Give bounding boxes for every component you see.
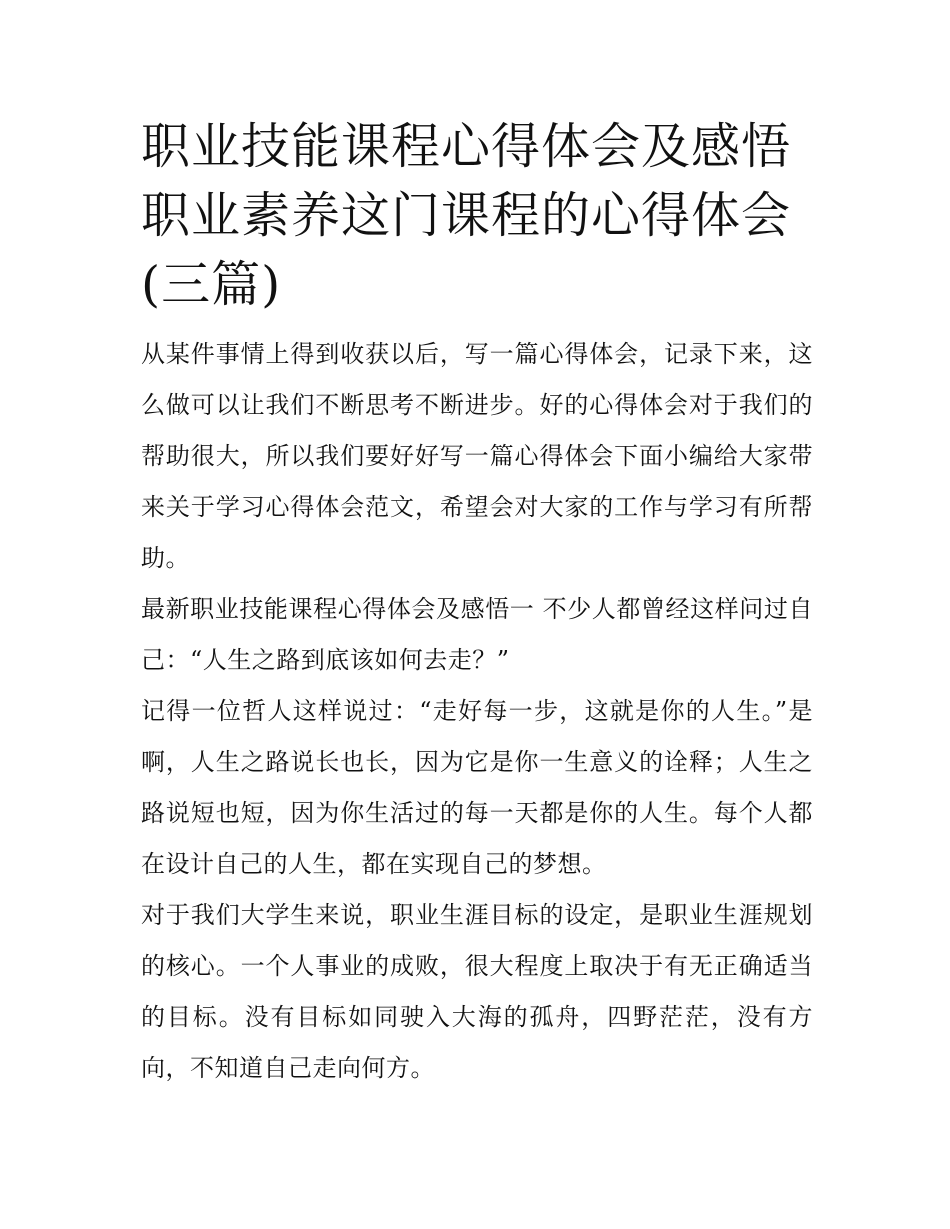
paragraph-intro: 从某件事情上得到收获以后，写一篇心得体会，记录下来，这么做可以让我们不断思考不断进步。好的心得体会对于我们的帮助很大，所以我们要好好写一篇心得体会下面小编给大家带来关于学习心得体会范文，希望会对大家的工作与学习有所帮助。: [141, 340, 813, 572]
paragraph-quote: 记得一位哲人这样说过：“走好每一步，这就是你的人生。”是啊，人生之路说长也长，因为它是你一生意义的诠释；人生之路说短也短，因为你生活过的每一天都是你的人生。每个人都在设计自己的人生，都在实现自己的梦想。: [141, 697, 813, 878]
document-content: [141, 112, 813, 1094]
paragraph-career-goals: 对于我们大学生来说，职业生涯目标的设定，是职业生涯规划的核心。一个人事业的成败，很大程度上取决于有无正确适当的目标。没有目标如同驶入大海的孤舟，四野茫茫，没有方向，不知道自己走向何方。: [141, 901, 813, 1082]
document-title: 职业技能课程心得体会及感悟职业素养这门课程的心得体会(三篇): [141, 118, 792, 313]
paragraph-section-heading: 最新职业技能课程心得体会及感悟一 不少人都曾经这样问过自己：“人生之路到底该如何去走？”: [141, 595, 813, 674]
